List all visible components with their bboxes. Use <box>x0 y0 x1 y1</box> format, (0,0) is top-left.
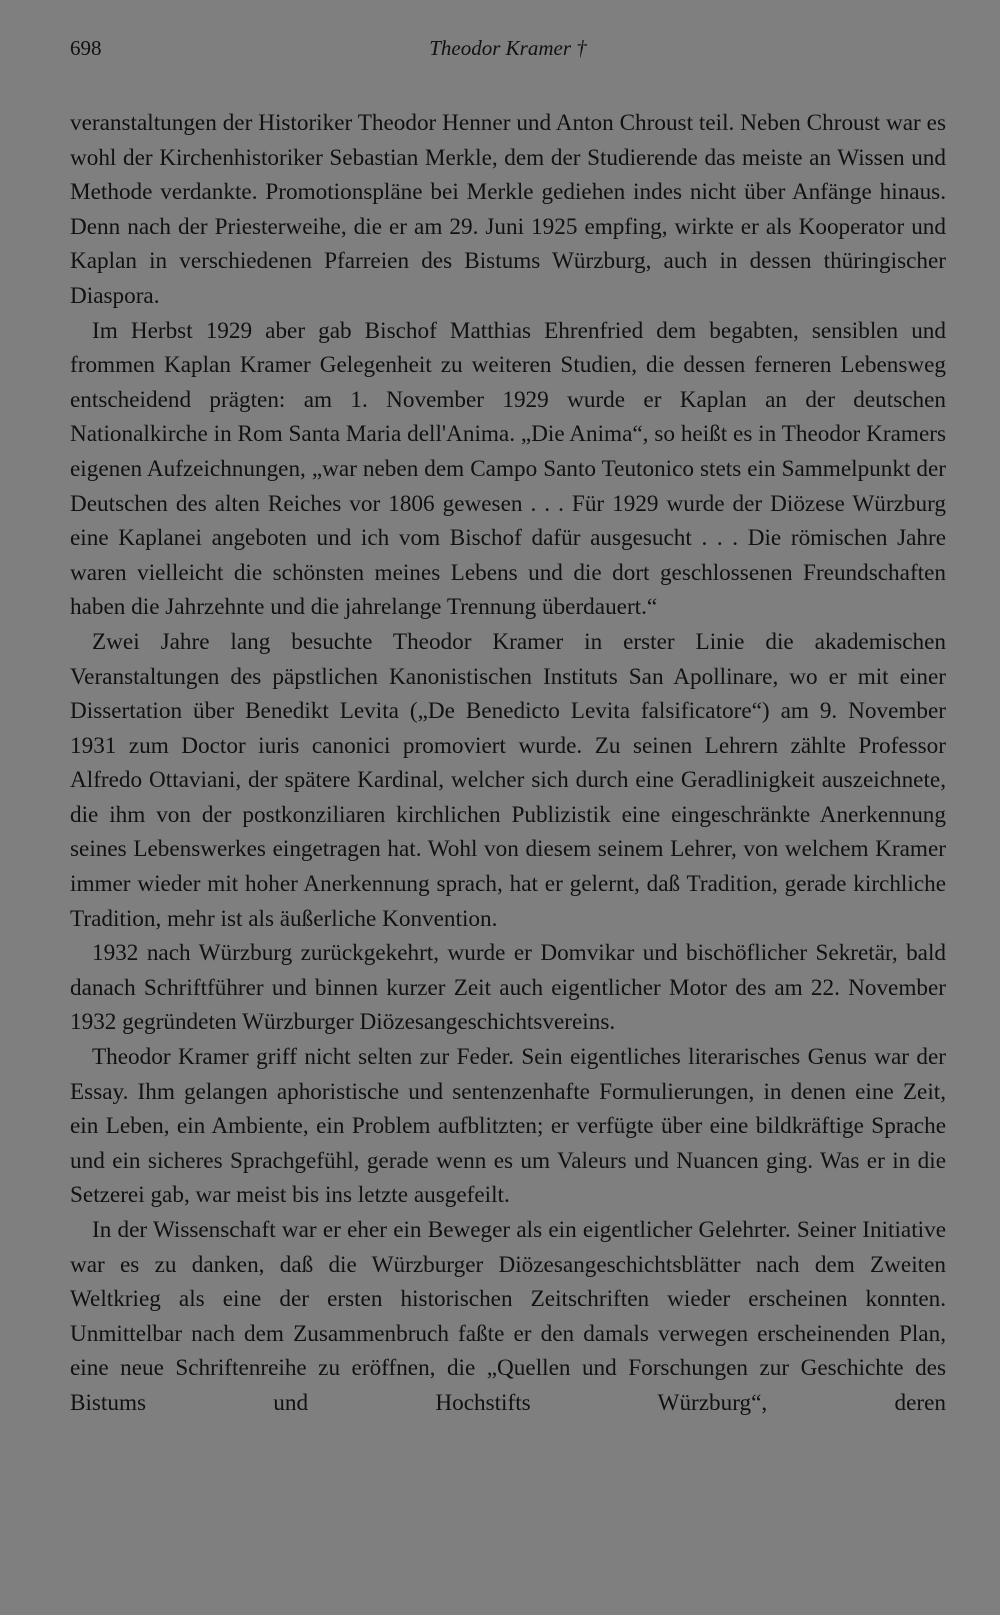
running-title: Theodor Kramer † <box>429 36 587 60</box>
paragraph-3: Zwei Jahre lang besuchte Theodor Kramer in erster Linie die akademischen Veranstaltungen des päpstlichen Kanonistischen Instituts San Apollinare, wo er mit einer Dissertation über Benedikt Levita („De Benedicto Levita falsificatore“) am 9. November 1931 zum Doctor iuris canonici promoviert wurde. Zu seinen Lehrern zählte Professor Alfredo Ottaviani, der spätere Kardinal, welcher sich durch eine Geradlinigkeit auszeichnete, die ihm von der postkonziliaren kirchlichen Publizistik eine eingeschränkte Anerkennung seines Lebenswerkes eingetragen hat. Wohl von diesem seinem Lehrer, von welchem Kramer immer wieder mit hoher Anerkennung sprach, hat er gelernt, daß Tradition, gerade kirchliche Tradition, mehr ist als äußerliche Konvention. <box>70 628 946 932</box>
paragraph-1: veranstaltungen der Historiker Theodor Henner und Anton Chroust teil. Neben Chroust war es wohl der Kirchenhistoriker Sebastian Merkle, dem der Studierende das meiste an Wissen und Methode verdankte. Promotionspläne bei Merkle gediehen indes nicht über Anfänge hinaus. Denn nach der Priesterweihe, die er am 29. Juni 1925 empfing, wirkte er als Kooperator und Kaplan in verschiedenen Pfarreien des Bistums Würzburg, auch in dessen thüringischer Diaspora. <box>70 110 946 309</box>
document-page <box>70 32 946 1421</box>
page-number: 698 <box>70 36 102 60</box>
paragraph-2: Im Herbst 1929 aber gab Bischof Matthias Ehrenfried dem begabten, sensiblen und frommen Kaplan Kramer Gelegenheit zu weiteren Studien, die dessen ferneren Lebensweg entscheidend prägten: am 1. November 1929 wurde er Kaplan an der deutschen Nationalkirche in Rom Santa Maria dell'Anima. „Die Anima“, so heißt es in Theodor Kramers eigenen Aufzeichnungen, „war neben dem Campo Santo Teutonico stets ein Sammelpunkt der Deutschen des alten Reiches vor 1806 gewesen . . . Für 1929 wurde der Diözese Würzburg eine Kaplanei angeboten und ich vom Bischof dafür ausgesucht . . . Die römischen Jahre waren vielleicht die schönsten meines Lebens und die dort geschlossenen Freundschaften haben die Jahrzehnte und die jahrelange Trennung überdauert.“ <box>70 317 946 621</box>
body-text <box>70 106 946 1421</box>
running-header <box>70 32 946 62</box>
paragraph-4: 1932 nach Würzburg zurückgekehrt, wurde er Domvikar und bischöflicher Sekretär, bald danach Schriftführer und binnen kurzer Zeit auch eigentlicher Motor des am 22. November 1932 gegründeten Würzburger Diözesangeschichtsvereins. <box>70 940 946 1036</box>
paragraph-5: Theodor Kramer griff nicht selten zur Feder. Sein eigentliches literarisches Genus war der Essay. Ihm gelangen aphoristische und sentenzenhafte Formulierungen, in denen eine Zeit, ein Leben, ein Ambiente, ein Problem aufblitzten; er verfügte über eine bildkräftige Sprache und ein sicheres Sprachgefühl, gerade wenn es um Valeurs und Nuancen ging. Was er in die Setzerei gab, war meist bis ins letzte ausgefeilt. <box>70 1044 946 1209</box>
paragraph-6: In der Wissenschaft war er eher ein Beweger als ein eigentlicher Gelehrter. Seiner Initiative war es zu danken, daß die Würzburger Diözesangeschichtsblätter nach dem Zweiten Weltkrieg als eine der ersten historischen Zeitschriften wieder erscheinen konnten. Unmittelbar nach dem Zusammenbruch faßte er den damals verwegen erscheinenden Plan, eine neue Schriftenreihe zu eröffnen, die „Quellen und Forschungen zur Geschichte des Bistums und Hochstifts Würzburg“, deren <box>70 1217 946 1416</box>
